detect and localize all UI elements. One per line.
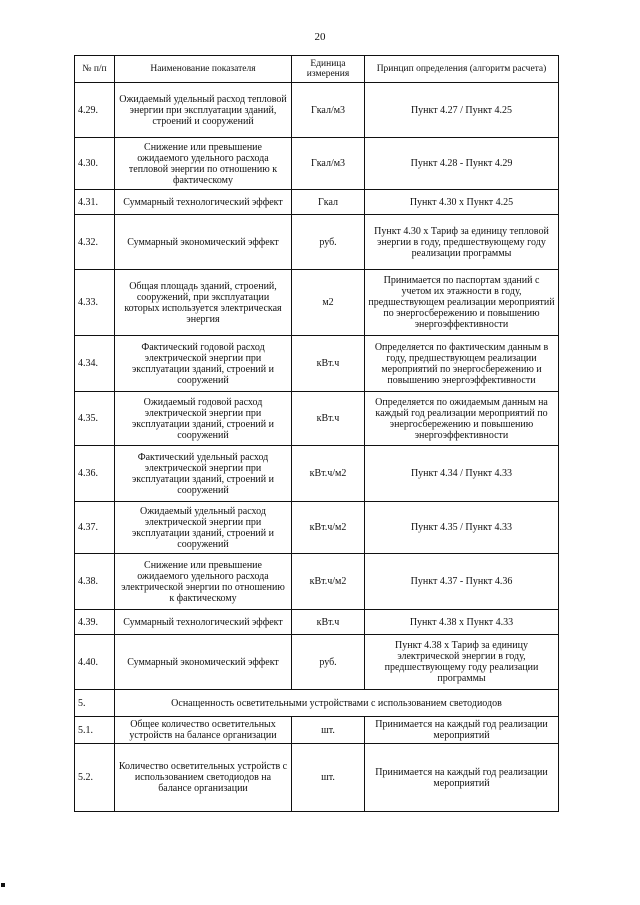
- row-name: Количество осветительных устройств с использованием светодиодов на балансе организации: [115, 744, 292, 812]
- table-header-row: [75, 56, 559, 83]
- row-rule: Пункт 4.38 х Пункт 4.33: [365, 610, 559, 635]
- row-name: Суммарный экономический эффект: [115, 215, 292, 270]
- row-unit: кВт.ч/м2: [292, 502, 365, 554]
- row-unit: Гкал/м3: [292, 83, 365, 138]
- row-unit: Гкал/м3: [292, 138, 365, 190]
- header-name: Наименование показателя: [115, 56, 292, 83]
- table-row: [75, 83, 559, 138]
- scan-mark: [1, 883, 5, 887]
- table-row: [75, 635, 559, 690]
- section-title: Оснащенность осветительными устройствами с использованием светодиодов: [115, 690, 559, 717]
- row-name: Фактический удельный расход электрической энергии при эксплуатации зданий, строений и сооружений: [115, 446, 292, 502]
- row-rule: Принимается на каждый год реализации мероприятий: [365, 744, 559, 812]
- row-num: 4.32.: [75, 215, 115, 270]
- table-row: [75, 744, 559, 812]
- header-unit: Единица измерения: [292, 56, 365, 83]
- row-num: 4.40.: [75, 635, 115, 690]
- table-row: [75, 270, 559, 336]
- row-num: 4.37.: [75, 502, 115, 554]
- row-unit: кВт.ч: [292, 336, 365, 392]
- row-name: Суммарный экономический эффект: [115, 635, 292, 690]
- table-row: [75, 336, 559, 392]
- section-row: [75, 690, 559, 717]
- row-num: 4.35.: [75, 392, 115, 446]
- row-rule: Пункт 4.30 х Тариф за единицу тепловой энергии в году, предшествующему году реализации программы: [365, 215, 559, 270]
- row-num: 4.34.: [75, 336, 115, 392]
- page-number: 20: [314, 31, 326, 43]
- row-num: 4.36.: [75, 446, 115, 502]
- table-row: [75, 610, 559, 635]
- row-unit: кВт.ч/м2: [292, 446, 365, 502]
- row-rule: Принимается на каждый год реализации мероприятий: [365, 717, 559, 744]
- row-name: Суммарный технологический эффект: [115, 610, 292, 635]
- table-row: [75, 215, 559, 270]
- row-rule: Определяется по ожидаемым данным на каждый год реализации мероприятий по энергосбережению и повышению энергоэффективности: [365, 392, 559, 446]
- row-unit: шт.: [292, 744, 365, 812]
- row-name: Общее количество осветительных устройств на балансе организации: [115, 717, 292, 744]
- row-num: 4.30.: [75, 138, 115, 190]
- table-row: [75, 138, 559, 190]
- section-num: 5.: [75, 690, 115, 717]
- row-unit: шт.: [292, 717, 365, 744]
- row-name: Снижение или превышение ожидаемого удельного расхода тепловой энергии по отношению к фактическому: [115, 138, 292, 190]
- row-num: 5.1.: [75, 717, 115, 744]
- row-name: Общая площадь зданий, строений, сооружений, при эксплуатации которых используется электрическая энергия: [115, 270, 292, 336]
- row-rule: Пункт 4.27 / Пункт 4.25: [365, 83, 559, 138]
- row-rule: Пункт 4.38 х Тариф за единицу электрической энергии в году, предшествующему году реализации программы: [365, 635, 559, 690]
- table-row: [75, 190, 559, 215]
- row-num: 4.38.: [75, 554, 115, 610]
- table-row: [75, 554, 559, 610]
- row-name: Ожидаемый годовой расход электрической энергии при эксплуатации зданий, строений и сооружений: [115, 392, 292, 446]
- row-unit: кВт.ч: [292, 392, 365, 446]
- row-name: Суммарный технологический эффект: [115, 190, 292, 215]
- row-unit: Гкал: [292, 190, 365, 215]
- header-num: № п/п: [75, 56, 115, 83]
- row-num: 4.31.: [75, 190, 115, 215]
- row-rule: Принимается по паспортам зданий с учетом их этажности в году, предшествующем реализации мероприятий по энергосбережению и повышению энергоэффективности: [365, 270, 559, 336]
- row-unit: руб.: [292, 635, 365, 690]
- row-rule: Пункт 4.28 - Пункт 4.29: [365, 138, 559, 190]
- row-rule: Пункт 4.34 / Пункт 4.33: [365, 446, 559, 502]
- table-row: [75, 717, 559, 744]
- table-row: [75, 446, 559, 502]
- row-rule: Пункт 4.37 - Пункт 4.36: [365, 554, 559, 610]
- row-rule: Пункт 4.35 / Пункт 4.33: [365, 502, 559, 554]
- row-name: Ожидаемый удельный расход электрической энергии при эксплуатации зданий, строений и сооружений: [115, 502, 292, 554]
- header-rule: Принцип определения (алгоритм расчета): [365, 56, 559, 83]
- indicators-table: [74, 55, 559, 812]
- row-name: Ожидаемый удельный расход тепловой энергии при эксплуатации зданий, строений и сооружений: [115, 83, 292, 138]
- table-row: [75, 392, 559, 446]
- row-name: Фактический годовой расход электрической энергии при эксплуатации зданий, строений и сооружений: [115, 336, 292, 392]
- row-num: 4.39.: [75, 610, 115, 635]
- row-unit: кВт.ч: [292, 610, 365, 635]
- table-row: [75, 502, 559, 554]
- row-num: 5.2.: [75, 744, 115, 812]
- row-num: 4.29.: [75, 83, 115, 138]
- row-name: Снижение или превышение ожидаемого удельного расхода электрической энергии по отношению к фактическому: [115, 554, 292, 610]
- row-rule: Пункт 4.30 х Пункт 4.25: [365, 190, 559, 215]
- row-unit: кВт.ч/м2: [292, 554, 365, 610]
- row-unit: руб.: [292, 215, 365, 270]
- row-num: 4.33.: [75, 270, 115, 336]
- row-unit: м2: [292, 270, 365, 336]
- row-rule: Определяется по фактическим данным в году, предшествующем реализации мероприятий по энергосбережению и повышению энергоэффективности: [365, 336, 559, 392]
